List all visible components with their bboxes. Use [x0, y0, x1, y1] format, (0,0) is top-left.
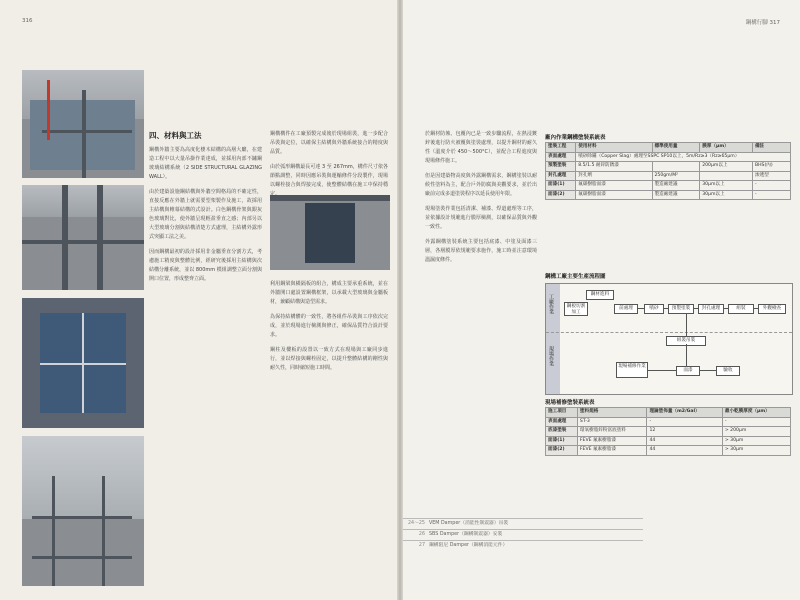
- table-cell: 44: [647, 436, 722, 446]
- table-cell: 面漆(1): [546, 436, 578, 446]
- table-cell: 封孔處理: [546, 171, 576, 181]
- column-header: 膜厚（μm）: [700, 143, 753, 153]
- table-cell: 製造廠建議: [652, 190, 700, 200]
- column-header: 理論塗佈量（m2/Gal）: [647, 408, 722, 418]
- table-cell: -: [752, 181, 790, 191]
- photo-glass-facade: [22, 298, 144, 428]
- text-column-2: [270, 130, 388, 205]
- flowchart-title: 鋼構工廠主要生產流程圖: [545, 274, 606, 280]
- table-cell: 30μm以上: [700, 181, 753, 191]
- flow-node: 外觀檢查: [758, 304, 786, 314]
- table-row: [546, 190, 791, 200]
- flow-node: 封孔處理: [698, 304, 724, 314]
- table-header-row: [546, 143, 791, 153]
- photo-roof-structure: [22, 436, 144, 586]
- flow-node: 鋼材進料: [586, 290, 614, 300]
- paragraph: 鋼構外牆主要為高度化棲木結構的高層大廳，在建造工程中以大量吊掛作業達成，並採用內部不鏽鋼玻璃結構系統（2 SIDE STRUCTURAL GLAZING WALL）。: [149, 147, 262, 180]
- table-cell: 8.5/1.5 耐鋅防銹漆: [576, 162, 652, 172]
- left-page: [0, 0, 397, 600]
- table-row: [546, 162, 791, 172]
- text-column-2b: [270, 280, 388, 379]
- photo-steel-frame: [22, 185, 144, 290]
- paragraph: 因而鋼構最初的設計採用非金屬垂直分割方式，考慮施工精度與整體比例，經研究後採用主結構與次結構分離系統，並以 800mm 模組調整立面分割與開口位置，形成整齊立面。: [149, 249, 262, 282]
- paragraph: 由於弧形鋼構最長可達 3 至 267mm，構件尺寸依各節點調整，同時因應吊裝與運輸條件分段製作，現場以螺栓接合與焊接完成，使整體結構在施工中保持穩定。: [270, 164, 388, 197]
- flow-node: 噴砂: [644, 304, 664, 314]
- table-cell: 噴砂除鏽（Copper Slag）處理至SSPC SP10以上，5m/Rz≥3（Rz≥65μm）: [576, 152, 791, 162]
- table-header-row: [546, 408, 791, 418]
- table-cell: 200μm以上: [700, 162, 753, 172]
- caption-text: VEM Damper（消能性制震器）吊裝: [429, 521, 509, 526]
- table-title-site-repair: 現場補修塗裝系統表: [545, 400, 595, 406]
- factory-coating-table: [545, 142, 791, 200]
- text-column-1: [149, 146, 262, 290]
- flow-node: 現場補修作業: [616, 362, 648, 378]
- caption-number: 26: [418, 532, 425, 537]
- caption-item: [403, 518, 643, 529]
- table-cell: 製造廠建議: [652, 181, 700, 191]
- table-cell: > 30μm: [722, 436, 790, 446]
- table-cell: 表面處理: [546, 152, 576, 162]
- site-repair-coating-table: [545, 407, 791, 456]
- table-cell: 預製塗裝: [546, 162, 576, 172]
- table-title-factory-coating: 廠內作業鋼構塗裝系統表: [545, 135, 606, 141]
- paragraph: 為保持結構體的一致性，將各組件吊裝與工序依次完成，並於現場進行檢測與修正，確保品質符合設計要求。: [270, 314, 388, 338]
- table-cell: 12: [647, 427, 722, 437]
- running-head-right: 鋼構行腳 317: [745, 20, 780, 26]
- photo-captions: [403, 518, 643, 551]
- table-cell: 封孔劑: [576, 171, 652, 181]
- table-cell: > 200μm: [722, 427, 790, 437]
- flowchart-side-band: [546, 284, 560, 394]
- table-cell: -: [752, 190, 790, 200]
- table-row: [546, 181, 791, 191]
- table-row: [546, 152, 791, 162]
- section-title: 四、材料與工法: [149, 131, 202, 140]
- table-cell: 面漆(1): [546, 181, 576, 191]
- table-cell: [652, 162, 700, 172]
- paragraph: 但是因建築物高度與外露鋼構需求，鋼構塗裝以耐候性塗料為主，配合戶外防腐與美觀要求，並於出廠前完成多道塗裝程序以延長使用年限。: [425, 173, 537, 197]
- paragraph: 鋼構構件在工廠預製完成後於現場組裝，進一步配合吊裝與定位，以確保主結構與外牆系統接合的精度與品質。: [270, 131, 388, 155]
- table-row: [546, 417, 791, 427]
- side-label-site: 現場作業: [548, 346, 554, 366]
- column-header: 塗料規格: [577, 408, 647, 418]
- table-cell: -: [647, 417, 722, 427]
- flow-node: 鋼板切割加工: [564, 302, 588, 316]
- paragraph: 外露鋼構塗裝系統主要包括底漆、中塗及面漆三層，各層膜厚依規範要求施作，施工時並注意環境溫濕度條件。: [425, 239, 537, 263]
- paragraph: 於鋼材防蝕、包覆內已是一致步驟流程，在熱浸鍍鋅後進行防火被覆與塗裝處理，以提升鋼材的耐久性（溫度介於 450～500°C），並配合工程進度與現場條件施工。: [425, 131, 537, 164]
- flow-node: 驗收: [716, 366, 740, 376]
- table-row: [546, 446, 791, 456]
- paragraph: 由於建築設施鋼結構與外牆空間格局的不確定性，直接反應在外牆上就需要型架製作及施工，故採用主結構與帷幕結構的式設計。白色鋼構骨架與銀灰色玻璃對比，使外牆呈現輕盈垂直之感；內部另以大型玻璃分割與結構清楚方式處理，主結構外露形式突顯工法之美。: [149, 189, 262, 240]
- column-header: 備註: [752, 143, 790, 153]
- flow-node: 組裝: [728, 304, 754, 314]
- table-cell: 面漆(2): [546, 446, 578, 456]
- table-cell: 氟碳樹脂面漆: [576, 190, 652, 200]
- flow-node: 組裝吊裝: [666, 336, 706, 346]
- table-row: [546, 436, 791, 446]
- photo-panel-module: [270, 195, 390, 270]
- table-cell: -: [722, 417, 790, 427]
- paragraph: 現場塗裝作業包括清潔、補漆、焊道處理等工序，並依據設計規範進行膜厚檢測，以確保品質與外觀一致性。: [425, 206, 537, 230]
- table-cell: BHS(內): [752, 162, 790, 172]
- table-cell: 表面處理: [546, 417, 578, 427]
- side-label-factory: 工廠作業: [548, 294, 554, 314]
- caption-item: [403, 529, 643, 540]
- table-cell: 底漆塗裝: [546, 427, 578, 437]
- paragraph: 利用鋼梁與橫隔板的組合，構成主要承重系統，並在外牆開口處設置鋼構框架，以承載大型玻璃與金屬板材，兼顧結構與造型需求。: [270, 281, 388, 305]
- table-row: [546, 171, 791, 181]
- table-row: [546, 427, 791, 437]
- flow-node: 面漆: [676, 366, 700, 376]
- table-cell: 44: [647, 446, 722, 456]
- table-cell: 渗透型: [752, 171, 790, 181]
- table-cell: FEVE 氟素樹脂漆: [577, 446, 647, 456]
- table-cell: [700, 171, 753, 181]
- column-header: 使用材料: [576, 143, 652, 153]
- column-header: 施工項目: [546, 408, 578, 418]
- table-cell: > 30μm: [722, 446, 790, 456]
- table-cell: 250gm/M²: [652, 171, 700, 181]
- page-number-left: 316: [22, 18, 33, 24]
- column-header: 塗裝工程: [546, 143, 576, 153]
- caption-text: SBS Damper（鋼構制震器）安裝: [429, 532, 503, 537]
- table-cell: ST-3: [577, 417, 647, 427]
- production-flowchart: [545, 283, 793, 395]
- column-header: 最小乾膜厚度（μm）: [722, 408, 790, 418]
- flow-node: 預製塗裝: [668, 304, 694, 314]
- text-column-3: [425, 130, 537, 271]
- flow-node: 前處理: [614, 304, 638, 314]
- photo-curtain-wall-install: [22, 70, 144, 178]
- caption-item: [403, 540, 643, 551]
- table-cell: 氟碳樹脂面漆: [576, 181, 652, 191]
- table-cell: 面漆(2): [546, 190, 576, 200]
- table-cell: 環氧樹脂鋅粉富底塗料: [577, 427, 647, 437]
- caption-number: 24～25: [407, 521, 425, 526]
- table-cell: FEVE 氟素樹脂漆: [577, 436, 647, 446]
- paragraph: 鋼柱及樓板的設置以一致方式在現場與工廠同步進行，並以焊接與螺栓固定，以提升整體結構的剛性與耐久性，同時縮短施工時間。: [270, 347, 388, 371]
- column-header: 標準使用量: [652, 143, 700, 153]
- caption-number: 27: [418, 543, 425, 548]
- table-cell: 30μm以上: [700, 190, 753, 200]
- caption-text: 鋼構阻尼 Damper（鋼構消能元件）: [429, 543, 508, 548]
